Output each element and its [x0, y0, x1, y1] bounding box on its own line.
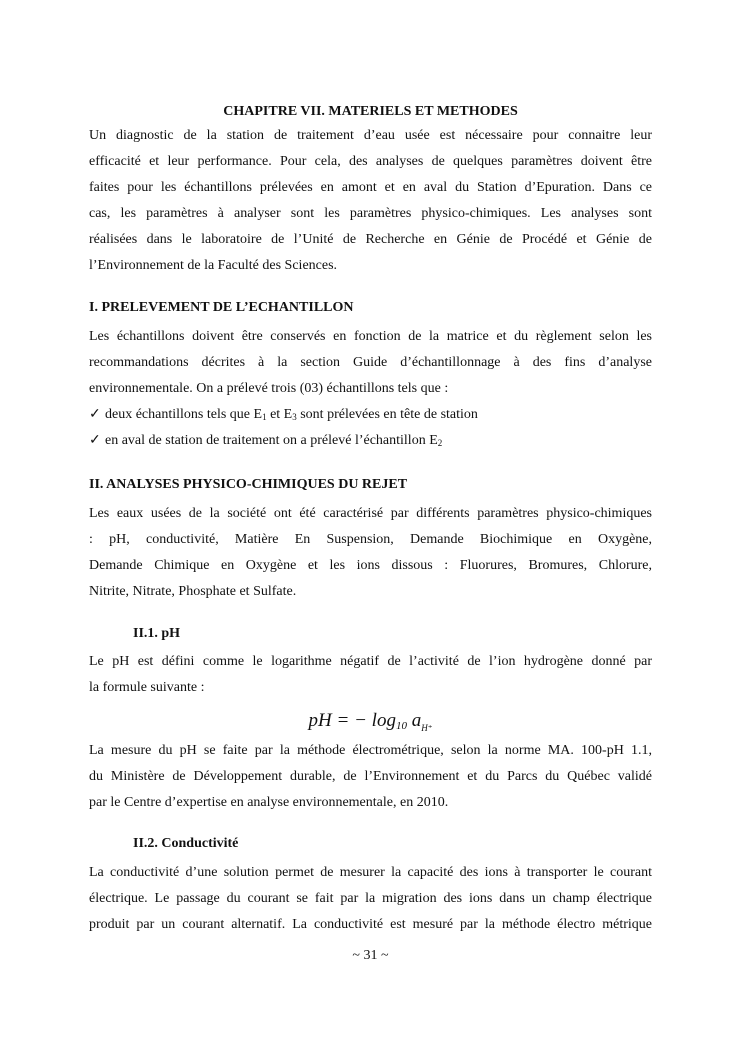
- intro-line: cas, les paramètres à analyser sont les paramètres physico-chimiques. Les analyses sont: [89, 206, 652, 221]
- conductivite-line: électrique. Le passage du courant se fait par la migration des ions dans un champ électrique: [89, 891, 652, 906]
- formula-lhs: pH = − log: [308, 710, 396, 731]
- intro-line: l’Environnement de la Faculté des Sciences.: [89, 258, 338, 273]
- analyses-line: Demande Chimique en Oxygène et les ions dissous : Fluorures, Bromures, Chlorure,: [89, 558, 652, 573]
- analyses-line: : pH, conductivité, Matière En Suspension, Demande Biochimique en Oxygène,: [89, 532, 652, 547]
- prelevement-paragraph: [89, 324, 652, 402]
- section-heading-prelevement: I. PRELEVEMENT DE L’ECHANTILLON: [89, 300, 354, 315]
- ph-line: Le pH est défini comme le logarithme négatif de l’activité de l’ion hydrogène donné par: [89, 654, 652, 669]
- chapter-title: CHAPITRE VII. MATERIELS ET METHODES: [223, 104, 518, 119]
- ph-formula: [89, 708, 652, 741]
- bullet-item: [89, 402, 478, 428]
- analyses-line: Nitrite, Nitrate, Phosphate et Sulfate.: [89, 584, 297, 599]
- formula-log-base: 10: [395, 720, 407, 732]
- subsection-heading-ph: II.1. pH: [133, 626, 181, 641]
- ph-method-line: par le Centre d’expertise en analyse environnementale, en 2010.: [89, 795, 449, 810]
- subscript: 2: [437, 438, 443, 448]
- checkmark-icon: ✓: [89, 407, 101, 422]
- analyses-line: Les eaux usées de la société ont été caractérisé par différents paramètres physico-chimiques: [89, 506, 652, 521]
- section-heading-analyses: II. ANALYSES PHYSICO-CHIMIQUES DU REJET: [89, 477, 408, 492]
- ph-method-paragraph: [89, 738, 652, 816]
- ph-method-line: du Ministère de Développement durable, de l’Environnement et du Parcs du Québec validé: [89, 769, 652, 784]
- analyses-paragraph: [89, 501, 652, 605]
- intro-line: faites pour les échantillons prélevées en amont et en aval du Station d’Epuration. Dans ce: [89, 180, 652, 195]
- bullet-text: en aval de station de traitement on a prélevé l’échantillon E: [105, 433, 438, 448]
- ph-paragraph: [89, 649, 652, 701]
- bullet-text: sont prélevées en tête de station: [296, 407, 478, 422]
- intro-line: Un diagnostic de la station de traitement d’eau usée est nécessaire pour connaitre leur: [89, 128, 652, 143]
- formula-ion-subscript: H⁺: [421, 723, 433, 733]
- prelevement-line: recommandations décrites à la section Guide d’échantillonnage à des fins d’analyse: [89, 355, 652, 370]
- subscript: 1: [262, 412, 267, 422]
- bullet-text: deux échantillons tels que E: [105, 407, 263, 422]
- ph-line: la formule suivante :: [89, 680, 205, 695]
- prelevement-line: environnementale. On a prélevé trois (03) échantillons tels que :: [89, 381, 449, 396]
- conductivite-line: La conductivité d’une solution permet de mesurer la capacité des ions à transporter le courant: [89, 865, 652, 880]
- intro-line: réalisées dans le laboratoire de l’Unité de Recherche en Génie de Procédé et Génie de: [89, 232, 652, 247]
- conductivite-line: produit par un courant alternatif. La conductivité est mesuré par la méthode électro métrique: [89, 917, 652, 932]
- formula-activity: a: [406, 710, 422, 731]
- intro-paragraph: [89, 123, 652, 279]
- bullet-text: et E: [266, 407, 293, 422]
- subscript: 3: [292, 412, 297, 422]
- checkmark-icon: ✓: [89, 433, 101, 448]
- prelevement-line: Les échantillons doivent être conservés en fonction de la matrice et du règlement selon les: [89, 329, 652, 344]
- bullet-item: [89, 428, 442, 454]
- subsection-heading-conductivite: II.2. Conductivité: [133, 836, 239, 851]
- conductivite-paragraph: [89, 860, 652, 938]
- ph-method-line: La mesure du pH se faite par la méthode électrométrique, selon la norme MA. 100-pH 1.1,: [89, 743, 652, 758]
- intro-line: efficacité et leur performance. Pour cela, des analyses de quelques paramètres doivent être: [89, 154, 652, 169]
- page-number: ~ 31 ~: [352, 948, 389, 963]
